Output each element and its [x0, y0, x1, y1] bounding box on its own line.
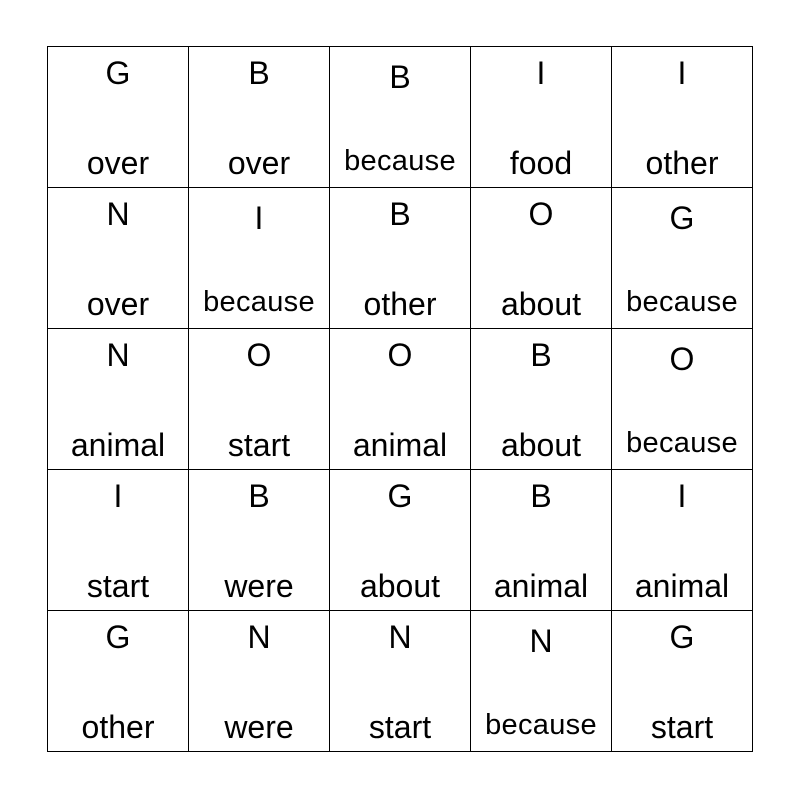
bingo-cell[interactable] — [189, 188, 330, 329]
bingo-cell[interactable] — [471, 329, 612, 470]
cell-word: about — [359, 568, 441, 604]
bingo-cell[interactable] — [330, 611, 471, 752]
cell-word: because — [485, 709, 597, 741]
bingo-cell[interactable] — [330, 188, 471, 329]
cell-letter: B — [530, 337, 552, 373]
bingo-cell[interactable] — [612, 188, 753, 329]
bingo-cell[interactable] — [330, 470, 471, 611]
cell-word: animal — [352, 427, 448, 463]
cell-word: were — [224, 709, 294, 745]
cell-letter: I — [677, 55, 687, 91]
bingo-cell[interactable] — [330, 329, 471, 470]
bingo-cell[interactable] — [471, 470, 612, 611]
cell-letter: G — [105, 55, 131, 91]
cell-word: because — [626, 427, 738, 459]
bingo-cell[interactable] — [189, 470, 330, 611]
cell-letter: G — [669, 619, 695, 655]
cell-letter: O — [387, 337, 413, 373]
cell-letter: O — [669, 341, 695, 377]
cell-word: start — [227, 427, 291, 463]
cell-word: food — [509, 145, 573, 181]
cell-word: about — [500, 286, 582, 322]
cell-word: over — [227, 145, 291, 181]
cell-word: start — [86, 568, 150, 604]
cell-word: animal — [493, 568, 589, 604]
bingo-cell[interactable] — [612, 611, 753, 752]
bingo-cell[interactable] — [189, 611, 330, 752]
cell-letter: I — [254, 200, 264, 236]
cell-letter: B — [248, 478, 270, 514]
cell-letter: G — [669, 200, 695, 236]
bingo-cell[interactable] — [471, 611, 612, 752]
cell-word: start — [650, 709, 714, 745]
bingo-cell[interactable] — [612, 470, 753, 611]
cell-letter: N — [388, 619, 412, 655]
cell-word: other — [363, 286, 437, 322]
bingo-cell[interactable] — [471, 188, 612, 329]
cell-word: other — [645, 145, 719, 181]
cell-word: because — [626, 286, 738, 318]
bingo-cell[interactable] — [48, 188, 189, 329]
bingo-cell[interactable] — [48, 329, 189, 470]
bingo-cell[interactable] — [48, 470, 189, 611]
cell-word: were — [224, 568, 294, 604]
cell-letter: N — [529, 623, 553, 659]
cell-letter: G — [387, 478, 413, 514]
bingo-cell[interactable] — [48, 47, 189, 188]
cell-word: because — [344, 145, 456, 177]
cell-letter: O — [246, 337, 272, 373]
cell-word: start — [368, 709, 432, 745]
bingo-cell[interactable] — [189, 47, 330, 188]
cell-letter: I — [113, 478, 123, 514]
cell-letter: N — [247, 619, 271, 655]
cell-letter: N — [106, 337, 130, 373]
cell-letter: I — [677, 478, 687, 514]
cell-word: animal — [634, 568, 730, 604]
cell-word: because — [203, 286, 315, 318]
cell-letter: B — [248, 55, 270, 91]
cell-letter: O — [528, 196, 554, 232]
cell-letter: I — [536, 55, 546, 91]
cell-word: animal — [70, 427, 166, 463]
bingo-cell[interactable] — [189, 329, 330, 470]
bingo-cell[interactable] — [612, 329, 753, 470]
bingo-cell[interactable] — [471, 47, 612, 188]
cell-letter: N — [106, 196, 130, 232]
bingo-cell[interactable] — [612, 47, 753, 188]
cell-word: other — [81, 709, 155, 745]
bingo-card — [47, 46, 753, 752]
cell-letter: G — [105, 619, 131, 655]
cell-word: about — [500, 427, 582, 463]
cell-word: over — [86, 145, 150, 181]
cell-letter: B — [530, 478, 552, 514]
cell-letter: B — [389, 59, 411, 95]
cell-word: over — [86, 286, 150, 322]
bingo-cell[interactable] — [48, 611, 189, 752]
bingo-cell[interactable] — [330, 47, 471, 188]
cell-letter: B — [389, 196, 411, 232]
